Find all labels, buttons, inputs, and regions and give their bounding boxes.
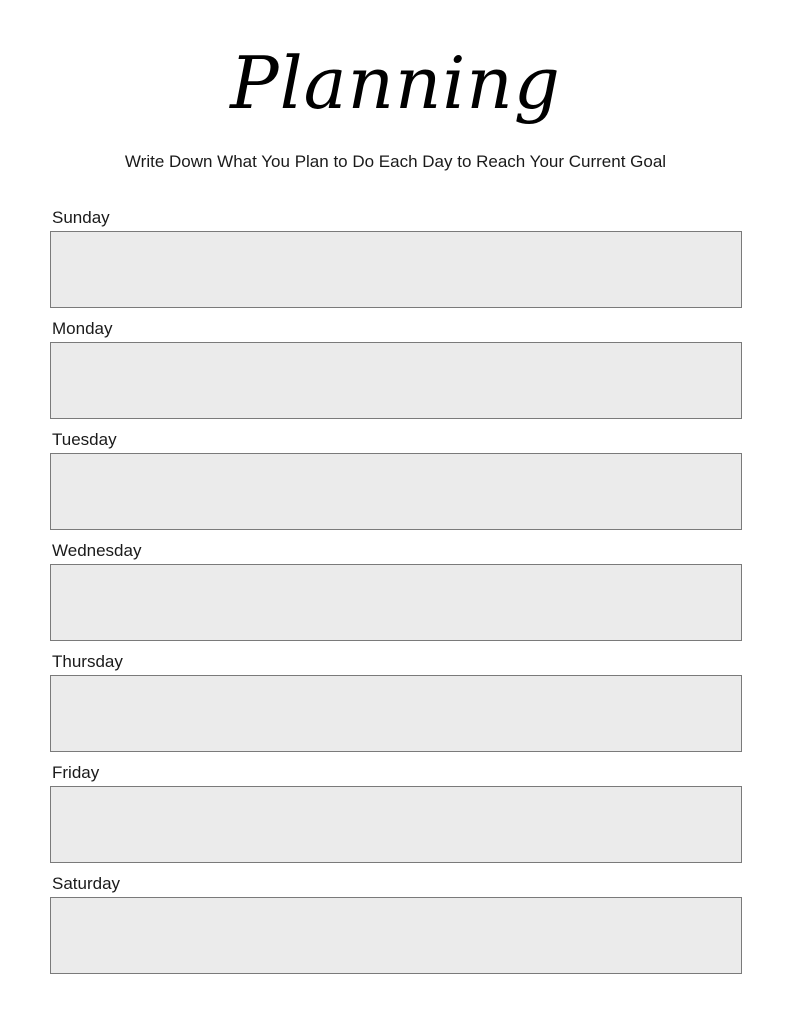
day-section-sunday — [50, 207, 742, 318]
day-notes-box-sunday[interactable] — [50, 231, 742, 308]
day-section-monday — [50, 318, 742, 429]
week-planner — [50, 207, 742, 984]
day-label-wednesday: Wednesday — [52, 541, 142, 560]
day-notes-box-wednesday[interactable] — [50, 564, 742, 641]
page-title: Planning — [230, 41, 561, 125]
day-notes-box-saturday[interactable] — [50, 897, 742, 974]
day-label-saturday: Saturday — [52, 874, 121, 893]
day-section-tuesday — [50, 429, 742, 540]
day-section-wednesday — [50, 540, 742, 651]
day-notes-box-monday[interactable] — [50, 342, 742, 419]
day-notes-box-friday[interactable] — [50, 786, 742, 863]
day-label-sunday: Sunday — [52, 208, 110, 227]
day-label-friday: Friday — [52, 763, 100, 782]
day-section-friday — [50, 762, 742, 873]
day-section-saturday — [50, 873, 742, 984]
day-notes-box-tuesday[interactable] — [50, 453, 742, 530]
day-section-thursday — [50, 651, 742, 762]
day-notes-box-thursday[interactable] — [50, 675, 742, 752]
day-label-thursday: Thursday — [52, 652, 123, 671]
day-label-monday: Monday — [52, 319, 113, 338]
page-subtitle: Write Down What You Plan to Do Each Day to Reach Your Current Goal — [124, 152, 667, 171]
day-label-tuesday: Tuesday — [52, 430, 117, 449]
